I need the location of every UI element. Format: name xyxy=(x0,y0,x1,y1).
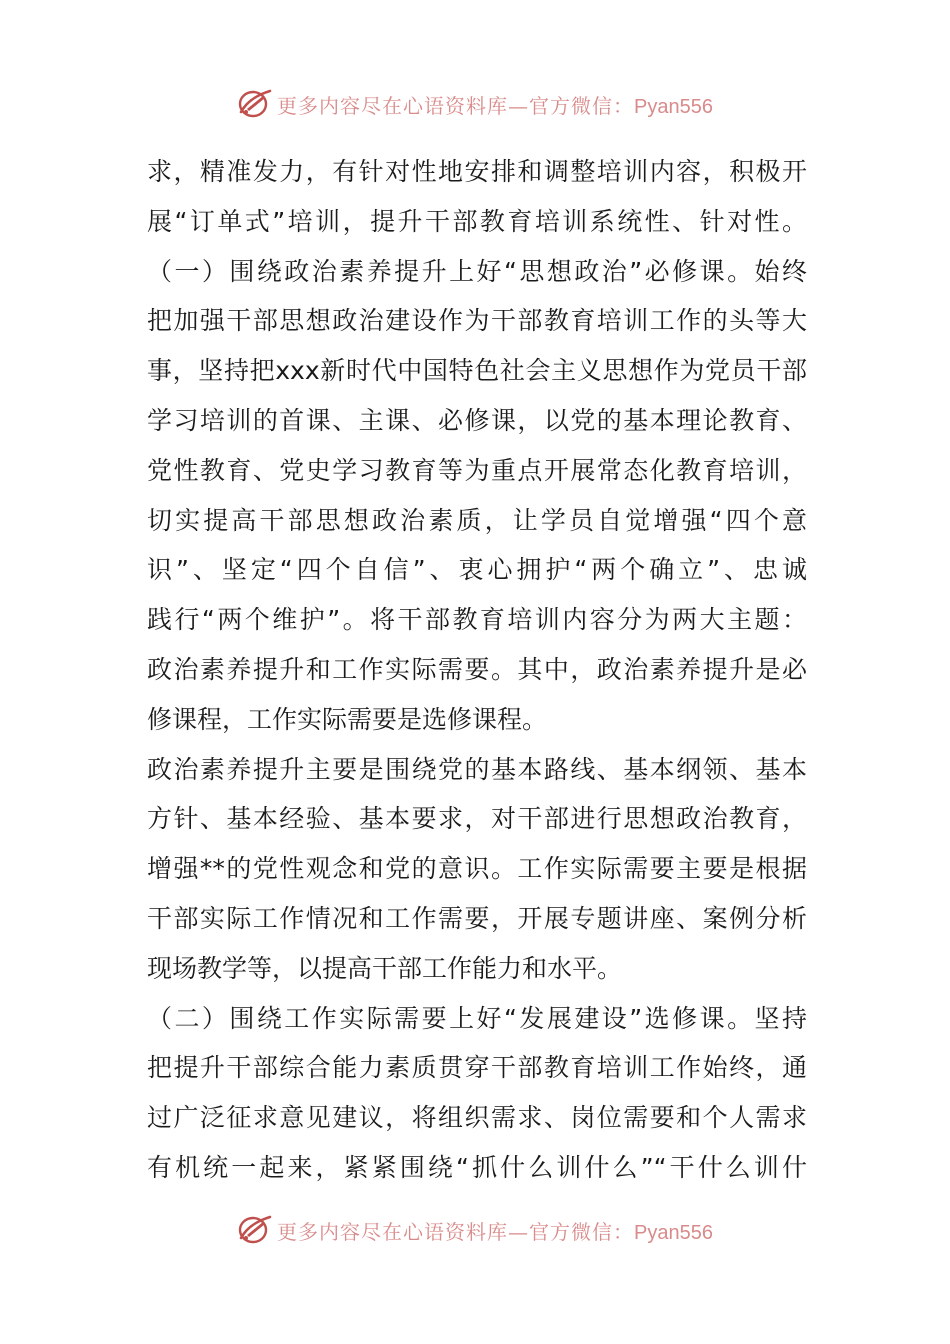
text-line: 展“订单式”培训，提升干部教育培训系统性、针对性。 xyxy=(147,206,807,236)
text-line: 把加强干部思想政治建设作为干部教育培训工作的头等大 xyxy=(147,306,807,336)
text-line: 政治素养提升和工作实际需要。其中，政治素养提升是必 xyxy=(147,654,807,684)
text-line: 践行“两个维护”。将干部教育培训内容分为两大主题： xyxy=(147,605,807,635)
text-line: 学习培训的首课、主课、必修课，以党的基本理论教育、 xyxy=(147,405,807,435)
text-line: 把提升干部综合能力素质贯穿干部教育培训工作始终，通 xyxy=(147,1053,807,1083)
text-line: 求，精准发力，有针对性地安排和调整培训内容，积极开 xyxy=(147,157,807,186)
text-line: 党性教育、党史学习教育等为重点开展常态化教育培训， xyxy=(147,455,807,485)
text-line: 有机统一起来，紧紧围绕“抓什么训什么”“干什么训什 xyxy=(147,1152,807,1182)
body-text xyxy=(147,147,807,1193)
text-line: （二）围绕工作实际需要上好“发展建设”选修课。坚持 xyxy=(147,1003,807,1033)
text-line: 修课程，工作实际需要是选修课程。 xyxy=(147,704,548,734)
text-line: 切实提高干部思想政治素质，让学员自觉增强“四个意 xyxy=(147,505,807,535)
footer-wechat-id: Pyan556 xyxy=(634,1221,713,1244)
text-line: 事，坚持把xxx新时代中国特色社会主义思想作为党员干部 xyxy=(147,356,807,386)
text-line: 政治素养提升主要是围绕党的基本路线、基本纲领、基本 xyxy=(147,754,807,784)
footer-banner-label: 更多内容尽在心语资料库—官方微信： xyxy=(277,1219,635,1244)
header-banner-label: 更多内容尽在心语资料库—官方微信： xyxy=(277,93,635,118)
header-banner xyxy=(0,84,950,124)
footer-banner xyxy=(0,1210,950,1250)
text-line: 识”、坚定“四个自信”、衷心拥护“两个确立”、忠诚 xyxy=(147,555,807,585)
pen-logo-icon xyxy=(237,87,273,121)
text-line: 增强**的党性观念和党的意识。工作实际需要主要是根据 xyxy=(147,854,807,884)
text-line: 现场教学等，以提高干部工作能力和水平。 xyxy=(147,953,623,983)
text-line: 方针、基本经验、基本要求，对干部进行思想政治教育， xyxy=(147,804,807,834)
header-wechat-id: Pyan556 xyxy=(634,95,713,118)
text-line: 过广泛征求意见建议，将组织需求、岗位需要和个人需求 xyxy=(147,1103,807,1133)
pen-logo-icon xyxy=(237,1213,273,1247)
text-line: 干部实际工作情况和工作需要，开展专题讲座、案例分析 xyxy=(147,903,807,933)
text-line: （一）围绕政治素养提升上好“思想政治”必修课。始终 xyxy=(147,256,807,286)
